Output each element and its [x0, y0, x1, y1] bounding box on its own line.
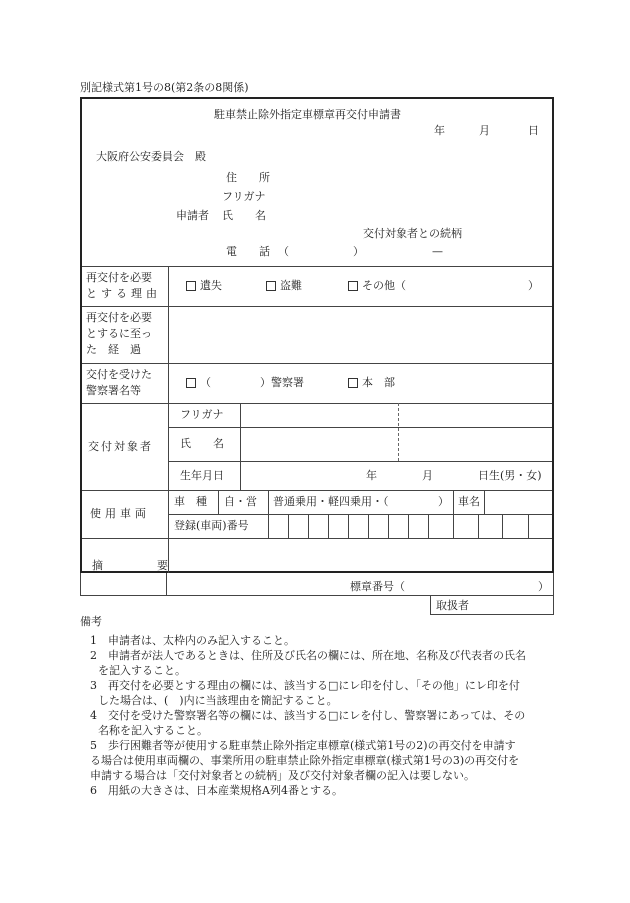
note-line: を記入すること。 — [98, 664, 186, 677]
station-label-2: 警察署名等 — [86, 384, 141, 397]
target-birth-label: 生年月日 — [180, 469, 224, 482]
date-month: 月 — [479, 124, 490, 137]
checkbox[interactable] — [186, 281, 196, 291]
form-reference: 別記様式第1号の8(第2条の8関係) — [80, 81, 249, 94]
vehicle-kind: 普通乗用・軽四乗用・（ — [273, 495, 389, 508]
addressee: 大阪府公安委員会 殿 — [96, 150, 206, 163]
circumstance-label-3: た 経 過 — [86, 343, 141, 356]
applicant-label: 申請者 — [176, 209, 209, 222]
date-day: 日 — [528, 124, 539, 137]
phone-label: 電 話 — [226, 245, 270, 258]
relation-label: 交付対象者との続柄 — [363, 227, 462, 240]
reason-label-2: とする理由 — [86, 287, 161, 300]
birth-month: 月 — [422, 469, 433, 482]
reason-label-1: 再交付を必要 — [86, 271, 152, 284]
target-name-label: 氏 名 — [180, 437, 224, 450]
summary-label: 摘 要 — [92, 559, 170, 572]
note-line: 申請する場合は「交付対象者との続柄」及び交付対象者欄の記入は要しない。 — [90, 769, 475, 782]
circumstance-label-2: とするに至っ — [86, 327, 152, 340]
applicant-address-label: 住 所 — [226, 171, 270, 184]
badge-number: 標章番号（ — [350, 580, 405, 593]
checkbox[interactable] — [348, 378, 358, 388]
note-line: した場合は、( )内に当該理由を簡記すること。 — [98, 694, 338, 707]
note-line: 4 交付を受けた警察署名等の欄には、該当する□にレを付し、警察署にあっては、その — [90, 709, 526, 722]
notes-heading: 備考 — [80, 615, 102, 628]
note-line: 1 申請者は、太枠内のみ記入すること。 — [90, 634, 295, 647]
birth-day-sex: 日生(男・女) — [478, 469, 542, 482]
phone-close: ） — [353, 245, 364, 258]
station-label-1: 交付を受けた — [86, 368, 152, 381]
form-title: 駐車禁止除外指定車標章再交付申請書 — [214, 108, 401, 121]
target-furigana-label: フリガナ — [180, 408, 224, 421]
applicant-furigana-label: フリガナ — [222, 190, 266, 203]
reason-lost-option[interactable]: 遺失 — [186, 278, 222, 294]
vehicle-kind-close: ） — [438, 495, 449, 508]
badge-number-close: ） — [538, 580, 549, 593]
note-line: る場合は使用車両欄の、事業所用の駐車禁止除外指定車標章(様式第1号の3)の再交付を — [90, 754, 520, 767]
target-label: 交付対象者 — [88, 440, 153, 453]
vehicle-type-label: 車 種 — [174, 495, 207, 508]
station-close: ）警察署 — [260, 376, 304, 389]
vehicle-car-name: 車名 — [458, 495, 480, 508]
phone-dash: — — [432, 245, 443, 258]
date-year: 年 — [434, 124, 445, 137]
reason-other-option[interactable]: その他（ — [348, 278, 406, 294]
circumstance-label-1: 再交付を必要 — [86, 311, 152, 324]
reason-other-close: ） — [528, 279, 539, 292]
checkbox[interactable] — [266, 281, 276, 291]
vehicle-label: 使用車両 — [90, 507, 150, 520]
phone-open: （ — [278, 245, 289, 258]
handler-label: 取扱者 — [436, 599, 469, 612]
note-line: 2 申請者が法人であるときは、住所及び氏名の欄には、所在地、名称及び代表者の氏名 — [90, 649, 526, 662]
note-line: 6 用紙の大きさは、日本産業規格A列4番とする。 — [90, 784, 343, 797]
notes-list — [90, 633, 560, 798]
applicant-name-label: 氏 名 — [222, 209, 266, 222]
reason-stolen-option[interactable]: 盗難 — [266, 278, 302, 294]
application-form — [80, 97, 554, 573]
note-line: 5 歩行困難者等が使用する駐車禁止除外指定車標章(様式第1号の2)の再交付を申請す — [90, 739, 516, 752]
note-line: 名称を記入すること。 — [98, 724, 208, 737]
vehicle-jiei: 自・営 — [224, 495, 257, 508]
vehicle-reg-label: 登録(車両)番号 — [174, 519, 249, 532]
birth-year: 年 — [366, 469, 377, 482]
checkbox[interactable] — [186, 378, 196, 388]
hq-option[interactable]: 本 部 — [348, 375, 395, 391]
note-line: 3 再交付を必要とする理由の欄には、該当する□にレ印を付し、「その他」にレ印を付 — [90, 679, 520, 692]
checkbox[interactable] — [348, 281, 358, 291]
station-option[interactable]: （ — [186, 375, 211, 391]
